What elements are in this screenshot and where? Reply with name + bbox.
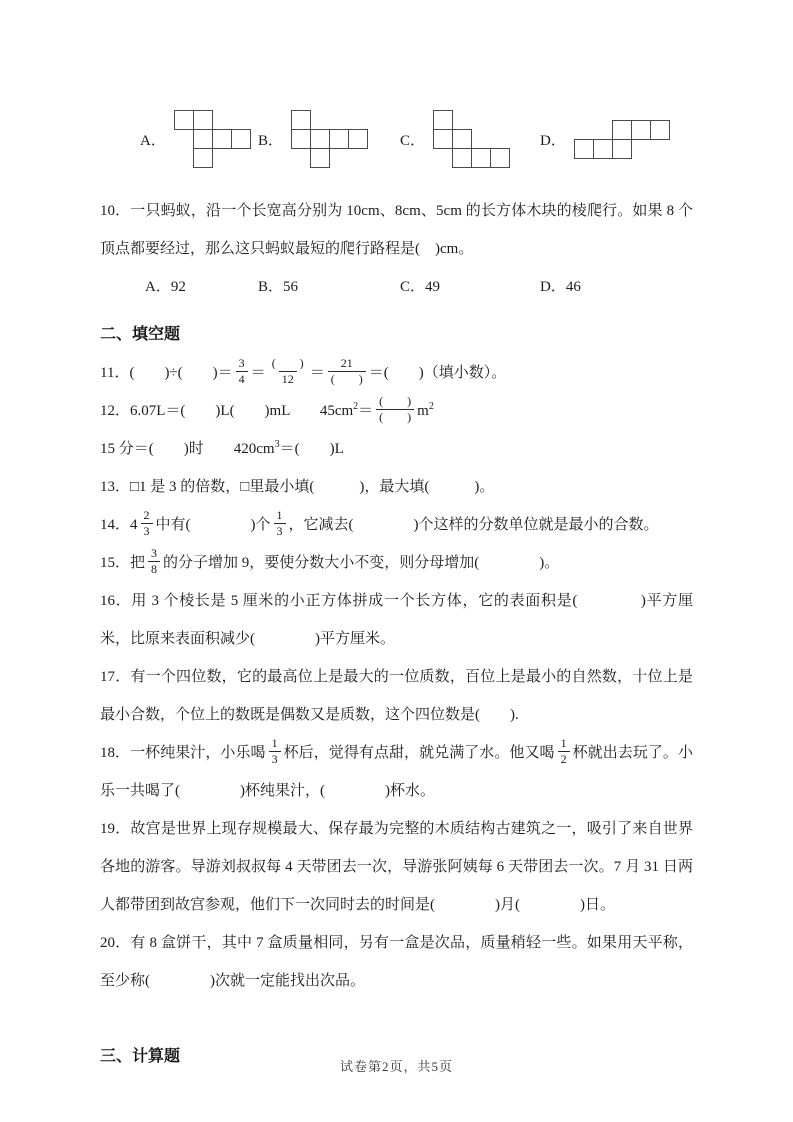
fraction xyxy=(269,736,281,767)
net-cell xyxy=(612,139,632,159)
net-option-c xyxy=(400,100,510,178)
net-cell xyxy=(291,129,311,149)
section-2-title: 二、填空题 xyxy=(100,326,181,343)
net-cell xyxy=(574,139,594,159)
net-cell xyxy=(593,139,613,159)
section-3-title: 三、计算题 xyxy=(100,1048,181,1065)
fraction-numerator: 3 xyxy=(238,356,245,371)
content-column xyxy=(100,0,693,1074)
question-10-options xyxy=(100,268,693,306)
text-run: ，它减去( )个这样的分数单位就是最小的合数。 xyxy=(288,517,659,533)
net-cell xyxy=(452,148,472,168)
fraction-numerator: ( ) xyxy=(379,394,412,409)
net-cell xyxy=(231,129,251,149)
fraction-denominator: 3 xyxy=(274,523,286,539)
net-cell xyxy=(193,110,213,130)
text-run: ＝ xyxy=(309,365,325,381)
fraction-numerator: ( ) xyxy=(271,356,304,371)
net-cell xyxy=(490,148,510,168)
question-q19 xyxy=(100,810,693,924)
text-run: 19．故宫是世界上现存规模最大、保存最为完整的木质结构古建筑之一，吸引了来自世界各地的游客。导游刘叔叔每 4 天带团去一次，导游张阿姨每 6 天带团去一次。7 月 31 日两人都带团到故宫参观，他们下一次同时去的时间是( )月( )日。 xyxy=(100,821,693,913)
fraction xyxy=(141,508,153,539)
net-cell xyxy=(174,110,194,130)
superscript: 2 xyxy=(353,401,359,412)
fill-in-questions xyxy=(100,354,693,1000)
net-cell xyxy=(433,129,453,149)
q10-option-a: A．92 xyxy=(145,279,186,295)
fraction-denominator: 3 xyxy=(269,751,281,767)
fraction-denominator: ( ) xyxy=(376,409,414,425)
net-cell xyxy=(348,129,368,149)
question-q13 xyxy=(100,468,693,506)
net-cell xyxy=(452,129,472,149)
question-q20 xyxy=(100,924,693,1000)
net-option-d-label: D． xyxy=(540,132,566,149)
page-footer: 试卷第2页，共5页 xyxy=(339,1059,453,1074)
fraction-denominator: 3 xyxy=(141,523,153,539)
text-run: 杯后，觉得有点甜，就兑满了水。他又喝 xyxy=(283,745,555,761)
net-option-c-label: C． xyxy=(400,132,426,149)
net-cell xyxy=(329,129,349,149)
cube-net-diagram-b xyxy=(291,110,368,168)
fraction xyxy=(148,546,160,577)
text-run: ＝ xyxy=(250,365,266,381)
fraction-denominator: 12 xyxy=(279,371,297,387)
question-q16 xyxy=(100,582,693,658)
superscript: 3 xyxy=(274,439,280,450)
net-cell xyxy=(650,120,670,140)
net-cell xyxy=(291,110,311,130)
text-run: 11．( )÷( )＝ xyxy=(100,365,233,381)
fraction xyxy=(558,736,570,767)
text-run: 20．有 8 盒饼干，其中 7 盒质量相同，另有一盒是次品，质量稍轻一些。如果用天平称，至少称( )次就一定能找出次品。 xyxy=(100,935,693,989)
net-cell xyxy=(193,148,213,168)
cube-net-diagram-a xyxy=(174,110,251,168)
net-cell xyxy=(471,148,491,168)
net-cell xyxy=(193,129,213,149)
question-q12-line1 xyxy=(100,392,693,430)
q10-option-d: D．46 xyxy=(540,279,581,295)
fraction-numerator: 21 xyxy=(340,356,353,371)
fraction-numerator: 3 xyxy=(151,546,158,561)
question-q11 xyxy=(100,354,693,392)
text-run: ＝ xyxy=(358,403,374,419)
net-option-a xyxy=(140,100,251,178)
text-run: 17．有一个四位数，它的最高位上是最大的一位质数，百位上是最小的自然数，十位上是最小合数，个位上的数既是偶数又是质数，这个四位数是( ). xyxy=(100,669,693,723)
question9-net-options xyxy=(100,100,693,178)
net-cell xyxy=(310,129,330,149)
net-cell xyxy=(612,120,632,140)
text-run: 12．6.07L＝( )L( )mL 45cm xyxy=(100,403,354,419)
fraction xyxy=(236,356,248,387)
text-run: 18．一杯纯果汁，小乐喝 xyxy=(100,745,266,761)
text-run: 13．□1 是 3 的倍数，□里最小填( )，最大填( )。 xyxy=(100,479,495,495)
fraction xyxy=(328,356,366,387)
question-q17 xyxy=(100,658,693,734)
net-option-d xyxy=(540,100,670,178)
cube-net-diagram-d xyxy=(574,120,670,159)
question-q14 xyxy=(100,506,693,544)
fraction-numerator: 1 xyxy=(276,508,283,523)
text-run: ＝( )L xyxy=(279,441,344,457)
question-q15 xyxy=(100,544,693,582)
net-cell xyxy=(433,110,453,130)
net-option-b xyxy=(258,100,368,178)
net-option-b-label: B． xyxy=(258,132,284,149)
text-run: 16．用 3 个棱长是 5 厘米的小正方体拼成一个长方体，它的表面积是( )平方厘米，比原来表面积减少( )平方厘米。 xyxy=(100,593,693,647)
fraction-denominator: 4 xyxy=(236,371,248,387)
question-10-text: 10．一只蚂蚁，沿一个长宽高分别为 10cm、8cm、5cm 的长方体木块的棱爬行。如果 8 个顶点都要经过，那么这只蚂蚁最短的爬行路程是( )cm。 xyxy=(100,203,693,257)
cube-net-diagram-c xyxy=(433,110,510,168)
text-run: 杯就出去玩了。小乐一共喝了( )杯纯果汁，( )杯水。 xyxy=(100,745,693,799)
q10-option-c: C．49 xyxy=(400,279,441,295)
fraction-denominator: 8 xyxy=(148,561,160,577)
fraction xyxy=(274,508,286,539)
q10-option-b: B．56 xyxy=(258,279,299,295)
superscript: 2 xyxy=(428,401,434,412)
question-q18 xyxy=(100,734,693,810)
text-run: 14．4 xyxy=(100,517,138,533)
fraction-numerator: 1 xyxy=(271,736,278,751)
text-run: 中有( )个 xyxy=(155,517,271,533)
text-run: 的分子增加 9，要使分数大小不变，则分母增加( )。 xyxy=(163,555,560,571)
question-q12-line2 xyxy=(100,430,693,468)
fraction xyxy=(269,356,307,387)
text-run: ＝( )（填小数）。 xyxy=(368,365,507,381)
net-cell xyxy=(310,148,330,168)
net-option-a-label: A． xyxy=(140,132,166,149)
net-cell xyxy=(212,129,232,149)
text-run: m xyxy=(417,403,429,419)
fraction xyxy=(376,394,414,425)
net-cell xyxy=(631,120,651,140)
fraction-numerator: 1 xyxy=(560,736,567,751)
text-run: 15．把 xyxy=(100,555,146,571)
fraction-denominator: 2 xyxy=(558,751,570,767)
fraction-denominator: ( ) xyxy=(328,371,366,387)
text-run: 15 分＝( )时 420cm xyxy=(100,441,275,457)
fraction-numerator: 2 xyxy=(143,508,150,523)
